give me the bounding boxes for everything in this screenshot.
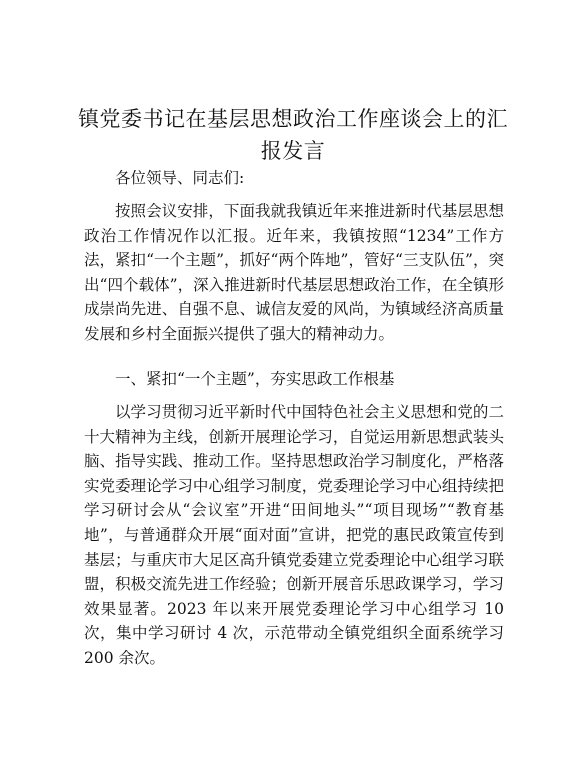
section-heading: 一、紧扣“一个主题”，夯实思政工作根基 — [115, 370, 395, 388]
paragraph-section-1: 以学习贯彻习近平新时代中国特色社会主义思想和党的二十大精神为主线，创新开展理论学习，自觉运用新思想武装头脑、指导实践、推动工作。坚持思想政治学习制度化，严格落实党委理论学习中心组学习制度，党委理论学习中心组持续把学习研讨会从“会议室”开进“田间地头”“项目现场”“教育基地”，与普通群众开展“面对面”宣讲，把党的惠民政策宣传到基层；与重庆市大足区高升镇党委建立党委理论中心组学习联盟，积极交流先进工作经验；创新开展音乐思政课学习，学习效果显著。2023 年以来开展党委理论学习中心组学习 10 次，集中学习研讨 4 次，示范带动全镇党组织全面系统学习 200 余次。 — [84, 403, 504, 667]
paragraph-intro: 按照会议安排，下面我就我镇近年来推进新时代基层思想政治工作情况作以汇报。近年来，我镇按照“1234”工作方法，紧扣“一个主题”，抓好“两个阵地”，管好“三支队伍”，突出“四个载体”，深入推进新时代基层思想政治工作，在全镇形成崇尚先进、自强不息、诚信友爱的风尚，为镇域经济高质量发展和乡村全面振兴提供了强大的精神动力。 — [84, 202, 504, 343]
document-title: 镇党委书记在基层思想政治工作座谈会上的汇报发言 — [78, 107, 508, 163]
salutation: 各位领导、同志们: — [115, 169, 245, 187]
